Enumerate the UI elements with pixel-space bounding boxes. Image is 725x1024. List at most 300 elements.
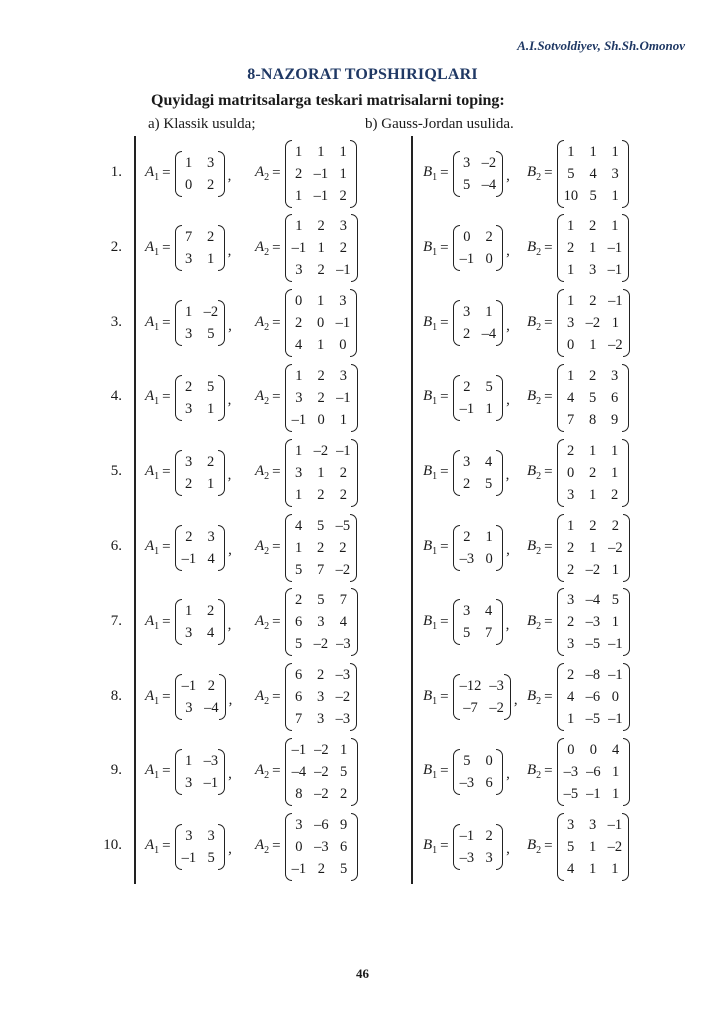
equation-b1 (423, 286, 510, 361)
matrix-cell: –1 (336, 262, 351, 279)
matrix-cell: 2 (485, 827, 493, 844)
matrix-cell: 0 (567, 464, 575, 481)
matrix-letter: A (255, 463, 265, 480)
matrix-cell: 1 (317, 293, 325, 310)
matrix-letter: A (145, 164, 155, 180)
matrix-label (423, 239, 437, 258)
matrix-cell: 2 (567, 667, 575, 684)
matrix-label (527, 314, 541, 333)
matrix-cell: –4 (481, 176, 497, 193)
matrix-label (423, 762, 437, 781)
comma: , (506, 168, 510, 184)
matrix-cell: 1 (589, 337, 597, 354)
matrix (175, 227, 225, 269)
matrix-cell: 3 (339, 293, 347, 310)
matrix-cell: 5 (567, 165, 575, 182)
matrix-cell: 2 (317, 539, 325, 556)
matrix-cell: 1 (611, 442, 619, 459)
matrix-cell: –1 (181, 849, 197, 866)
matrix-cell: 8 (295, 785, 303, 802)
problem-row (0, 435, 725, 510)
matrix-label (527, 613, 541, 632)
matrix-label (527, 538, 541, 557)
equals-sign: = (544, 165, 553, 181)
matrix-cell: 1 (611, 143, 619, 160)
matrix-cell: –5 (585, 636, 601, 653)
matrix-index: 2 (264, 695, 270, 707)
equals-sign: = (272, 464, 281, 481)
problem-row (0, 136, 725, 211)
matrix-cell: –1 (459, 827, 475, 844)
matrix (175, 452, 225, 494)
instruction-text: Quyidagi matritsalarga teskari matrisalarni toping: (151, 92, 505, 109)
matrix-label (255, 613, 269, 632)
matrix-letter: A (145, 612, 155, 629)
equals-sign: = (162, 613, 171, 630)
matrix-cell: –6 (585, 689, 601, 706)
matrix-cell: –3 (203, 752, 219, 769)
equation-a2 (255, 660, 359, 735)
matrix-cell: 1 (611, 860, 619, 877)
matrix-cell: –4 (204, 700, 219, 717)
matrix-cell: 3 (185, 400, 193, 417)
matrix-cell: 1 (567, 711, 575, 728)
matrix-letter: A (145, 313, 155, 330)
matrix-cell: 1 (185, 304, 193, 321)
matrix-cell: 3 (485, 849, 493, 866)
matrix-letter: B (423, 388, 433, 405)
matrix-cell: 4 (339, 614, 348, 631)
equals-sign: = (544, 389, 553, 406)
matrix-cell: 2 (339, 486, 348, 503)
equals-sign: = (544, 613, 553, 630)
equation-a1 (145, 435, 231, 510)
matrix-cell: –4 (291, 763, 307, 780)
matrix-cell: –2 (607, 838, 623, 855)
matrix-letter: B (527, 463, 537, 480)
equals-sign: = (440, 314, 449, 331)
problem-row (0, 510, 725, 585)
matrix (557, 441, 629, 505)
matrix-label (423, 388, 437, 407)
matrix-cell: 2 (589, 218, 597, 235)
matrix-cell: 0 (485, 752, 493, 769)
comma: , (228, 542, 232, 558)
equals-sign: = (440, 539, 449, 555)
matrix-cell: 7 (317, 561, 325, 578)
matrix-cell: 2 (317, 367, 325, 384)
matrix-cell: –2 (608, 337, 623, 354)
matrix-cell: 1 (185, 752, 193, 769)
matrix (557, 366, 629, 430)
matrix-cell: –2 (313, 636, 329, 653)
matrix-cell: –1 (313, 165, 329, 182)
matrix-cell: 3 (589, 262, 597, 279)
matrix (453, 601, 503, 643)
matrix-label (527, 164, 541, 183)
matrix (453, 153, 504, 195)
matrix-cell: –2 (314, 785, 329, 802)
matrix-label (423, 314, 437, 333)
matrix-cell: 1 (589, 539, 597, 556)
matrix-letter: B (423, 762, 433, 779)
matrix-label (145, 388, 159, 407)
equation-a2 (255, 360, 360, 435)
matrix-cell: –3 (459, 550, 475, 567)
matrix-cell: 2 (339, 187, 347, 204)
matrix-cell: 0 (339, 337, 347, 354)
equals-sign: = (544, 464, 553, 481)
matrix-index: 1 (432, 845, 438, 857)
matrix-index: 2 (264, 546, 270, 557)
matrix-cell: 5 (463, 625, 471, 642)
matrix-label (423, 538, 437, 557)
matrix-cell: –3 (459, 849, 475, 866)
matrix-index: 1 (154, 845, 160, 857)
matrix-cell: –2 (481, 154, 497, 171)
matrix-cell: 4 (295, 337, 303, 354)
problem-number: 7. (110, 612, 122, 629)
equation-a1 (145, 286, 232, 361)
matrix-cell: 1 (207, 400, 215, 417)
matrix-letter: A (145, 388, 155, 405)
matrix-cell: 1 (185, 154, 193, 171)
matrix-letter: B (423, 313, 433, 330)
matrix-cell: 3 (185, 326, 193, 343)
problem-row (0, 360, 725, 435)
matrix-cell: –1 (336, 389, 351, 406)
equation-b1 (423, 435, 509, 510)
matrix-cell: 5 (295, 636, 303, 653)
matrix-letter: A (145, 538, 155, 554)
matrix (285, 142, 358, 206)
comma: , (506, 542, 510, 558)
matrix-cell: –7 (463, 700, 478, 717)
matrix-cell: 9 (611, 411, 619, 428)
matrix-cell: 3 (185, 453, 193, 470)
matrix-cell: –1 (291, 741, 307, 758)
matrix (557, 291, 630, 355)
matrix-cell: 0 (295, 293, 303, 310)
matrix-cell: 2 (611, 486, 619, 503)
matrix-cell: 1 (485, 400, 493, 417)
matrix-cell: 2 (295, 592, 303, 609)
equation-b2 (527, 734, 632, 809)
comma: , (506, 317, 510, 334)
matrix-cell: 3 (567, 816, 575, 833)
matrix-label (145, 762, 159, 781)
matrix-cell: 2 (207, 229, 215, 246)
equation-b1 (423, 360, 510, 435)
matrix-letter: B (527, 238, 537, 255)
matrix-cell: 5 (340, 763, 348, 780)
matrix-cell: 7 (567, 411, 575, 428)
comma: , (227, 168, 232, 184)
matrix-index: 2 (264, 321, 270, 333)
problem-row (0, 809, 725, 884)
equals-sign: = (162, 464, 171, 481)
problem-row (0, 286, 725, 361)
matrix-cell: 3 (463, 304, 471, 321)
matrix-label (255, 688, 269, 707)
matrix-cell: –3 (314, 838, 329, 855)
matrix (453, 826, 504, 868)
matrix-cell: 3 (295, 389, 303, 406)
matrix-cell: 3 (185, 700, 193, 717)
matrix-cell: 2 (589, 367, 597, 384)
matrix-cell: 1 (295, 539, 303, 556)
equals-sign: = (440, 688, 449, 705)
matrix-label (145, 837, 159, 856)
matrix-letter: B (527, 538, 537, 554)
equals-sign: = (272, 613, 281, 630)
matrix (453, 227, 504, 269)
matrix-cell: –4 (585, 592, 601, 609)
matrix-cell: 2 (317, 667, 325, 684)
matrix-index: 1 (432, 172, 438, 183)
matrix (557, 216, 630, 280)
matrix-cell: 1 (611, 464, 619, 481)
equation-a1 (145, 660, 232, 735)
matrix-cell: 2 (567, 539, 575, 556)
matrix-cell: 5 (589, 187, 597, 204)
comma: , (228, 766, 232, 783)
matrix-cell: 6 (611, 389, 619, 406)
matrix-cell: 9 (340, 816, 348, 833)
matrix-letter: B (527, 313, 537, 330)
matrix-letter: A (145, 238, 155, 255)
equals-sign: = (544, 239, 553, 256)
matrix-letter: A (255, 612, 265, 629)
equation-b2 (527, 435, 631, 510)
matrix (285, 665, 358, 729)
matrix-label (423, 463, 437, 482)
matrix-cell: 1 (339, 411, 348, 428)
matrix-cell: –2 (608, 539, 623, 556)
matrix (453, 302, 504, 344)
matrix (453, 676, 511, 718)
equation-a1 (145, 211, 231, 286)
matrix-cell: 5 (207, 326, 215, 343)
matrix-cell: 5 (317, 592, 325, 609)
matrix-index: 1 (154, 246, 160, 258)
matrix-cell: –3 (459, 774, 475, 791)
matrix-cell: 2 (463, 475, 471, 492)
matrix-index: 2 (536, 770, 542, 782)
equation-a1 (145, 809, 232, 884)
matrix-cell: –8 (585, 667, 601, 684)
matrix-cell: 0 (317, 315, 325, 332)
matrix-label (145, 538, 159, 557)
page-title: 8-NAZORAT TOPSHIRIQLARI (247, 66, 478, 83)
matrix-cell: 3 (295, 464, 303, 481)
problem-number: 6. (110, 538, 122, 554)
equation-b1 (423, 809, 510, 884)
problem-row (0, 734, 725, 809)
comma: , (513, 691, 518, 708)
comma: , (228, 691, 233, 708)
comma: , (227, 242, 232, 259)
equation-b1 (423, 510, 510, 585)
equation-a1 (145, 360, 231, 435)
comma: , (505, 467, 510, 484)
equals-sign: = (544, 539, 553, 555)
matrix-cell: 1 (339, 143, 347, 160)
matrix-cell: 2 (317, 486, 325, 503)
matrix-cell: –1 (608, 711, 623, 728)
matrix-label (423, 688, 437, 707)
matrix-label (423, 164, 437, 183)
matrix-label (145, 463, 159, 482)
matrix-label (145, 164, 159, 183)
comma: , (505, 616, 510, 633)
equation-a2 (255, 435, 360, 510)
matrix-cell: 5 (340, 860, 348, 877)
matrix-label (423, 837, 437, 856)
matrix-cell: 7 (485, 625, 493, 642)
matrix-cell: 2 (611, 517, 620, 534)
matrix-letter: B (527, 687, 537, 704)
matrix-cell: 1 (589, 442, 597, 459)
equals-sign: = (544, 688, 553, 705)
equals-sign: = (440, 464, 449, 481)
comma: , (506, 392, 510, 409)
matrix-cell: 0 (463, 229, 471, 246)
matrix-cell: 1 (611, 315, 620, 332)
equation-b2 (527, 211, 631, 286)
equation-b2 (527, 809, 631, 884)
matrix (453, 452, 503, 494)
matrix-cell: 7 (339, 592, 348, 609)
equals-sign: = (162, 688, 171, 705)
equals-sign: = (272, 688, 281, 705)
equals-sign: = (162, 239, 171, 256)
matrix (175, 601, 225, 643)
matrix (285, 815, 358, 879)
problem-number: 8. (110, 687, 122, 704)
matrix-cell: 2 (485, 229, 493, 246)
matrix-cell: 4 (295, 517, 303, 534)
matrix (175, 676, 226, 718)
matrix (285, 516, 358, 580)
equals-sign: = (162, 165, 171, 181)
matrix-cell: 2 (317, 262, 325, 279)
method-a-label: a) Klassik usulda; (148, 116, 256, 132)
matrix-cell: 1 (567, 517, 575, 534)
matrix-cell: 1 (611, 187, 619, 204)
matrix-cell: 4 (567, 689, 575, 706)
matrix-index: 2 (536, 695, 542, 707)
matrix-index: 1 (432, 770, 438, 782)
equals-sign: = (162, 389, 171, 406)
matrix-label (527, 463, 541, 482)
matrix-cell: 2 (339, 464, 348, 481)
problem-number: 2. (110, 238, 122, 255)
matrix-label (527, 688, 541, 707)
matrix-cell: 2 (567, 240, 575, 257)
matrix-cell: 4 (589, 165, 597, 182)
equals-sign: = (272, 838, 281, 855)
matrix-cell: 2 (185, 378, 193, 395)
matrix-label (255, 463, 269, 482)
equals-sign: = (544, 314, 553, 331)
problem-number: 10. (103, 837, 122, 854)
matrix-cell: 6 (485, 774, 493, 791)
matrix-cell: 1 (611, 614, 620, 631)
matrix-label (145, 239, 159, 258)
matrix-cell: 1 (295, 367, 303, 384)
equals-sign: = (162, 314, 171, 331)
matrix-cell: 3 (185, 827, 193, 844)
matrix-cell: –1 (313, 187, 329, 204)
matrix-cell: 2 (339, 539, 347, 556)
matrix-cell: –2 (313, 442, 329, 459)
matrix-cell: –1 (336, 442, 351, 459)
matrix-cell: –1 (586, 785, 601, 802)
matrix-cell: 1 (207, 475, 215, 492)
matrix-index: 2 (536, 546, 542, 557)
matrix-cell: –2 (203, 304, 219, 321)
equals-sign: = (440, 389, 449, 406)
equation-a1 (145, 585, 231, 660)
matrix-cell: 4 (207, 550, 215, 567)
matrix-cell: 4 (612, 741, 620, 758)
method-b-label: b) Gauss-Jordan usulida. (365, 116, 514, 132)
comma: , (228, 841, 232, 858)
equation-b2 (527, 585, 632, 660)
matrix-index: 1 (432, 695, 438, 707)
matrix-index: 2 (536, 620, 542, 632)
matrix (285, 291, 358, 355)
matrix (285, 216, 358, 280)
matrix-label (255, 538, 269, 557)
equation-b2 (527, 360, 631, 435)
matrix-cell: 1 (295, 442, 303, 459)
matrix-cell: 1 (567, 293, 575, 310)
problem-number: 4. (110, 388, 122, 405)
equals-sign: = (272, 314, 281, 331)
matrix-cell: 2 (295, 165, 303, 182)
matrix-cell: 5 (589, 389, 597, 406)
matrix-cell: 3 (567, 315, 575, 332)
matrix-cell: 3 (567, 486, 575, 503)
matrix-cell: 2 (567, 442, 575, 459)
equals-sign: = (272, 539, 281, 555)
matrix-cell: –1 (181, 678, 197, 695)
matrix-cell: 3 (339, 367, 348, 384)
matrix-index: 2 (264, 246, 270, 258)
matrix-letter: A (255, 762, 265, 779)
matrix-letter: A (255, 538, 265, 554)
matrix-cell: 1 (612, 763, 620, 780)
equation-b2 (527, 510, 632, 585)
matrix-cell: 1 (185, 603, 193, 620)
matrix-cell: 2 (340, 785, 348, 802)
matrix-index: 1 (154, 396, 160, 408)
matrix-cell: 3 (339, 218, 348, 235)
matrix-cell: 3 (207, 827, 215, 844)
matrix-cell: 1 (317, 464, 325, 481)
matrix-cell: 3 (463, 603, 471, 620)
matrix-cell: 2 (339, 240, 348, 257)
matrix-cell: 1 (589, 143, 597, 160)
matrix-cell: 5 (463, 752, 471, 769)
equals-sign: = (272, 763, 281, 780)
matrix-cell: 3 (207, 528, 215, 545)
matrix-cell: 0 (611, 689, 620, 706)
matrix (175, 826, 226, 868)
matrix-index: 2 (264, 471, 270, 483)
